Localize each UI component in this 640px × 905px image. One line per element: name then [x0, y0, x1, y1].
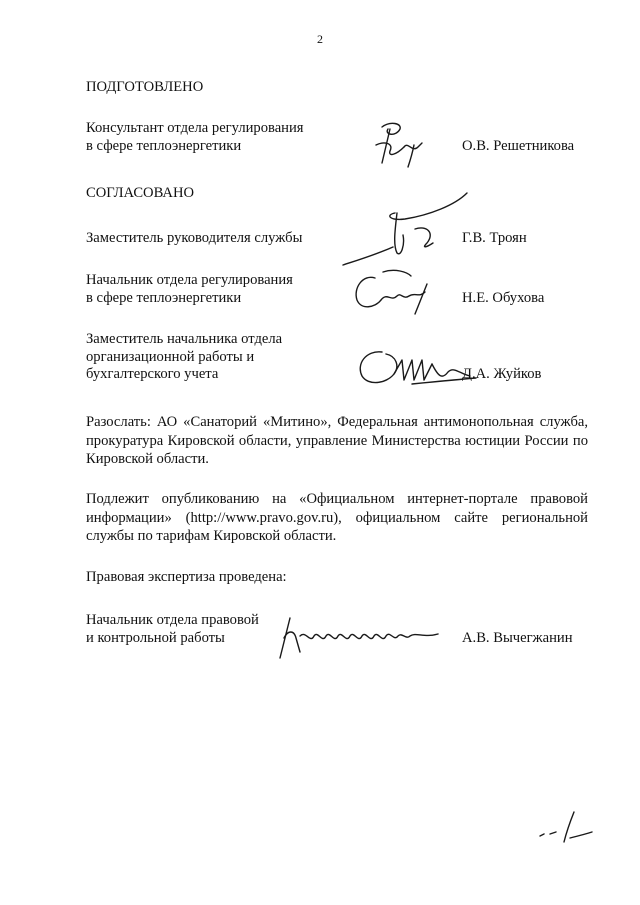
publication-note: Подлежит опубликованию на «Официальном интернет-портале правовой информации» (http://www.pravo.gov.ru), официальном сайте региональной службы по тарифам Кировской области. [86, 491, 588, 544]
signature-obukhova [345, 262, 445, 317]
signer-name-obukhova: Н.Е. Обухова [462, 289, 545, 306]
signer-role-zhuikov-line-2: организационной работы и [86, 348, 255, 365]
signer-role-obukhova-line-1: Начальник отдела регулирования [86, 272, 293, 288]
initials-mark [530, 808, 600, 848]
prepared-heading: ПОДГОТОВЛЕНО [86, 79, 204, 95]
signer-role-reshetnikova-line-1: Консультант отдела регулирования [86, 120, 304, 136]
signer-role-zhuikov-line-1: Заместитель начальника отдела [86, 331, 283, 347]
page-number: 2 [317, 32, 323, 46]
signer-name-vychegzhanin: А.В. Вычегжанин [462, 629, 573, 646]
distribution-list: Разослать: АО «Санаторий «Митино», Федеральная антимонопольная служба, прокуратура Кировской области, управление Министерства юстиции России по Кировской области. [86, 414, 588, 467]
signer-name-zhuikov: Д.А. Жуйков [462, 366, 542, 382]
signer-role-vychegzhanin-line-1: Начальник отдела правовой [86, 612, 259, 628]
legal-review-statement: Правовая экспертиза проведена: [86, 569, 287, 585]
signer-role-vychegzhanin-line-2: и контрольной работы [86, 629, 225, 646]
signer-role-reshetnikova-line-2: в сфере теплоэнергетики [86, 137, 242, 154]
signer-role-troyan: Заместитель руководителя службы [86, 230, 303, 246]
signer-name-troyan: Г.В. Троян [462, 230, 527, 246]
signer-name-reshetnikova: О.В. Решетникова [462, 137, 575, 154]
signature-vychegzhanin [270, 608, 450, 663]
signature-reshetnikova [360, 115, 450, 170]
signer-role-obukhova-line-2: в сфере теплоэнергетики [86, 289, 242, 306]
signer-role-zhuikov-line-3: бухгалтерского учета [86, 366, 219, 382]
agreed-heading: СОГЛАСОВАНО [86, 185, 195, 201]
